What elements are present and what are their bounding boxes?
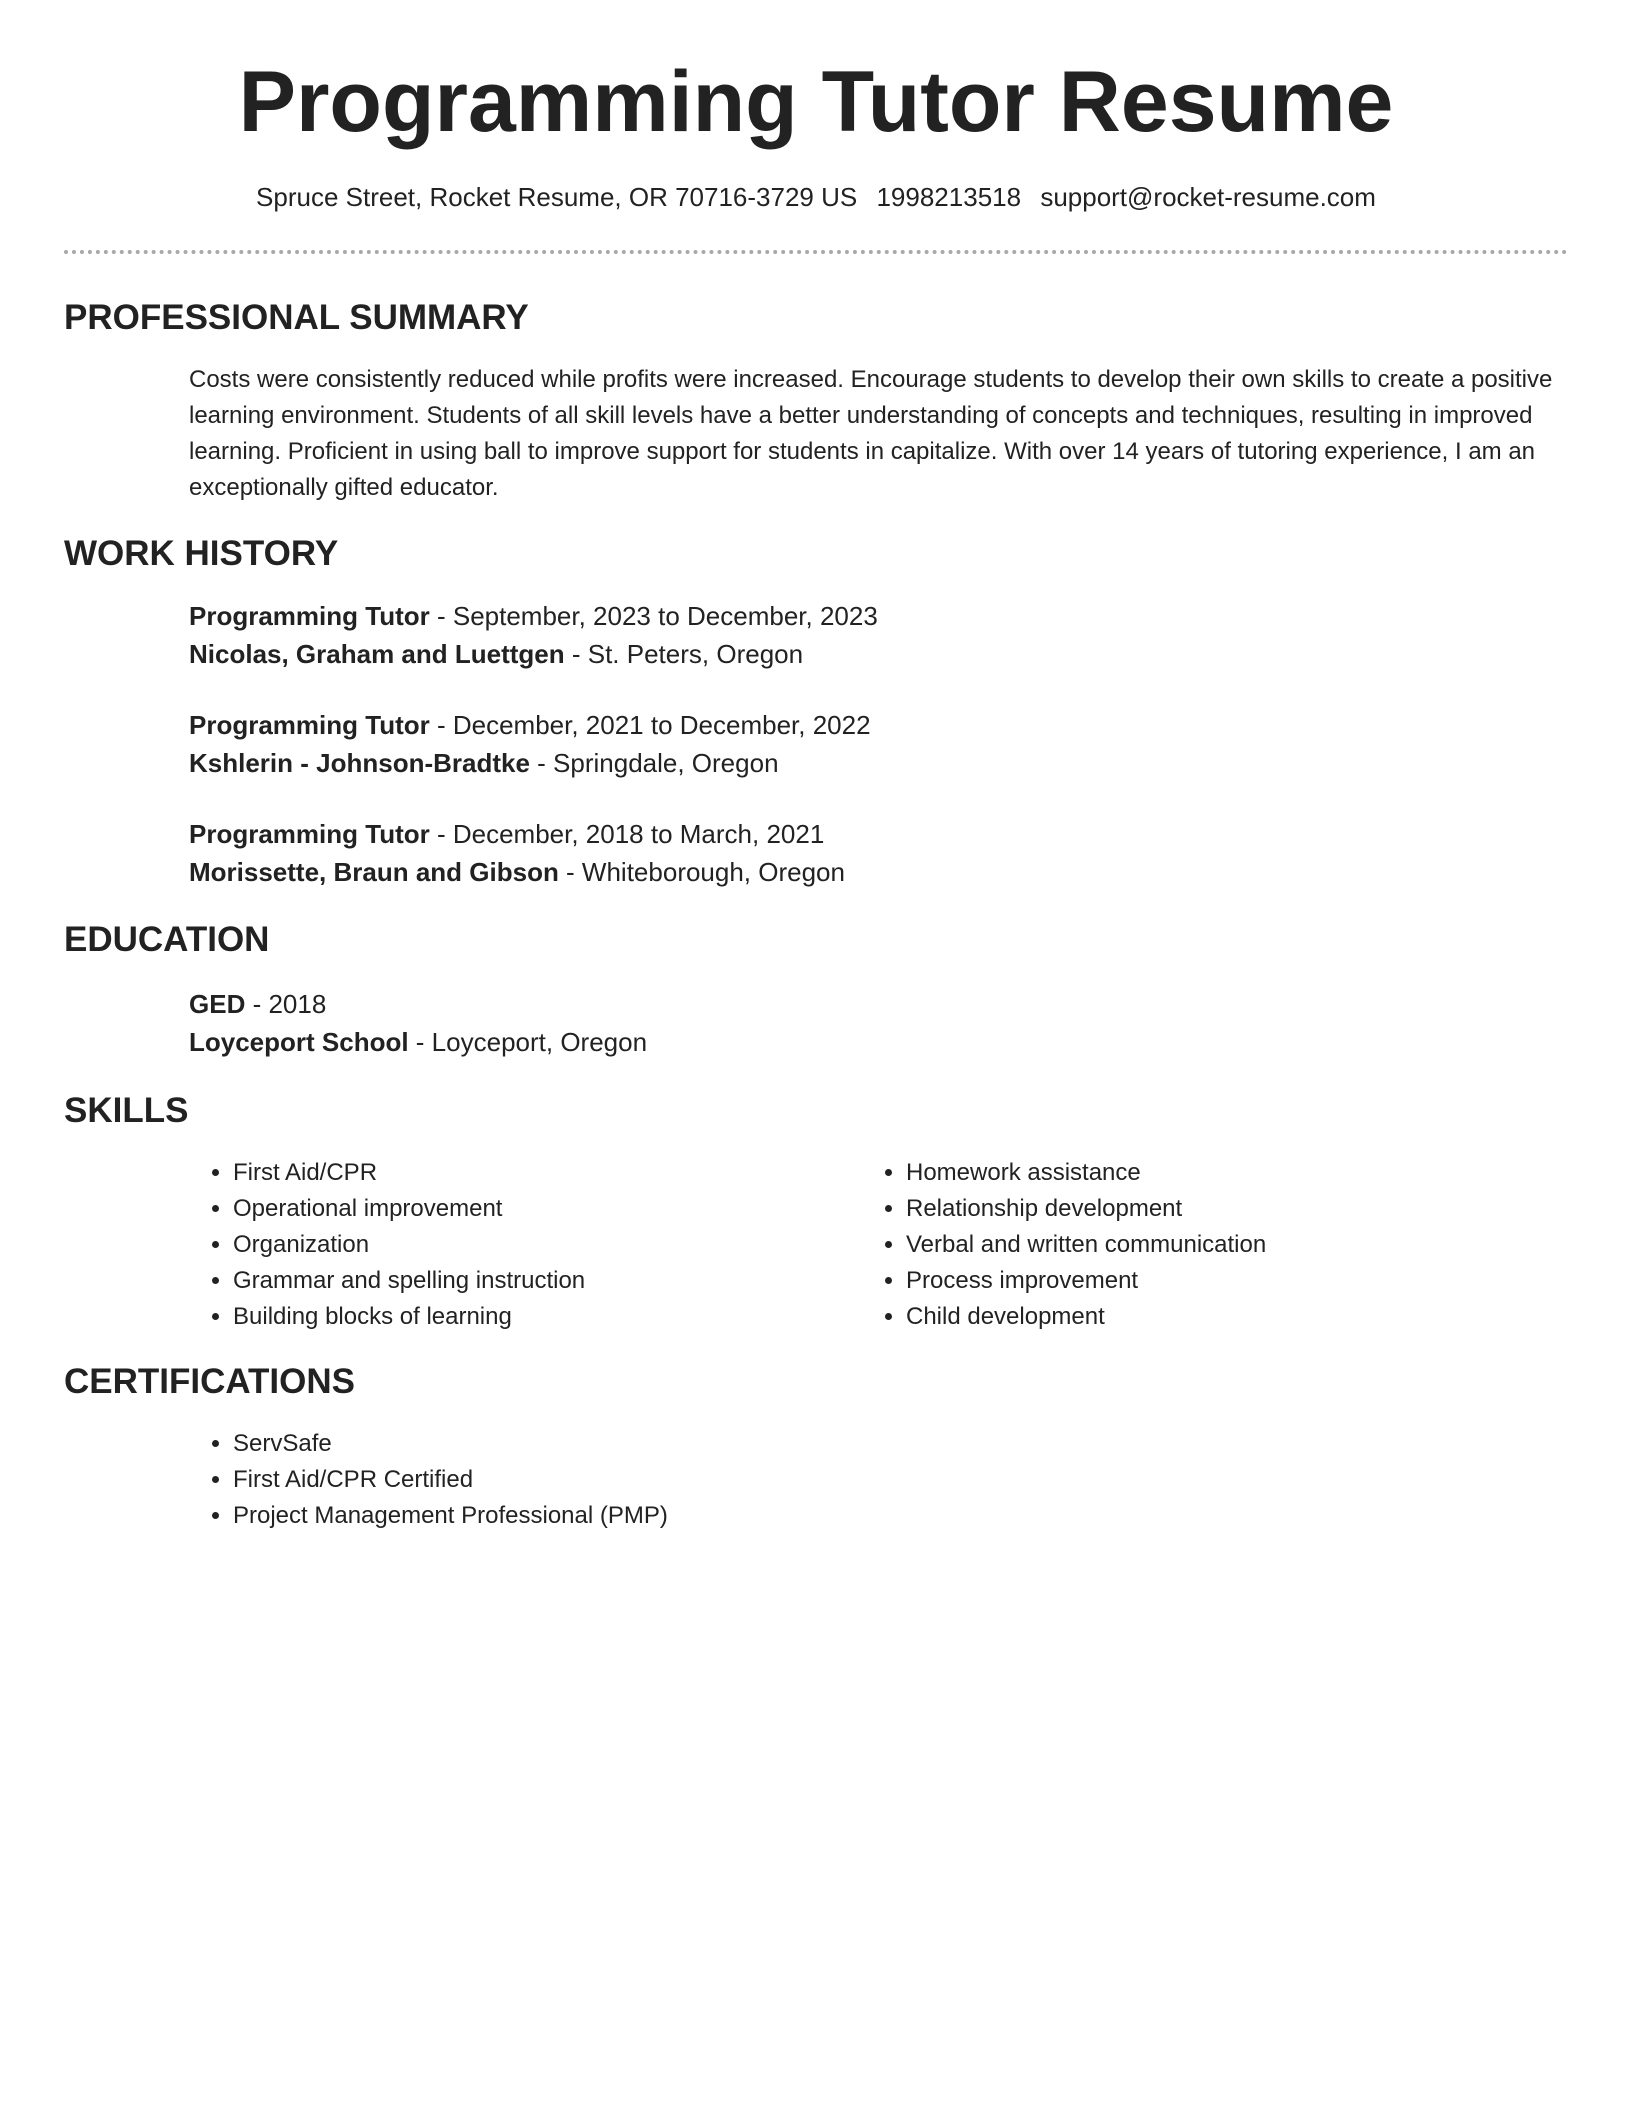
- skills-column-right: [862, 1155, 1562, 1335]
- job-location: - Whiteborough, Oregon: [558, 857, 845, 887]
- job-location: - Springdale, Oregon: [529, 748, 779, 778]
- job-entry: [189, 706, 1564, 782]
- degree-year: - 2018: [245, 989, 327, 1019]
- contact-line: [64, 180, 1568, 214]
- job-company-line: [189, 744, 1564, 782]
- job-title-line: [189, 815, 1564, 853]
- job-title: Programming Tutor: [189, 819, 430, 849]
- job-entry: [189, 815, 1564, 891]
- phone: 1998213518: [876, 182, 1022, 212]
- skill-item: • Organization: [233, 1227, 861, 1263]
- header-divider: [64, 250, 1568, 254]
- certifications-list: [189, 1426, 1564, 1534]
- work-history-heading: WORK HISTORY: [64, 534, 339, 573]
- school-location: - Loyceport, Oregon: [408, 1027, 648, 1057]
- skill-item: • Verbal and written communication: [906, 1227, 1562, 1263]
- job-title: Programming Tutor: [189, 601, 430, 631]
- skill-item: • First Aid/CPR: [233, 1155, 861, 1191]
- certifications-section: [189, 1426, 1564, 1534]
- job-dates: - September, 2023 to December, 2023: [429, 601, 878, 631]
- company-name: Nicolas, Graham and Luettgen: [189, 639, 565, 669]
- skill-item: • Grammar and spelling instruction: [233, 1263, 861, 1299]
- education-entry: [189, 985, 1564, 1061]
- skill-item: • Child development: [906, 1299, 1562, 1335]
- skill-item: • Relationship development: [906, 1191, 1562, 1227]
- skill-item: • Process improvement: [906, 1263, 1562, 1299]
- resume-title: Programming Tutor Resume: [238, 54, 1394, 150]
- skills-column-left: [189, 1155, 861, 1335]
- skills-list: [189, 1155, 861, 1335]
- job-title-line: [189, 597, 1564, 635]
- company-name: Morissette, Braun and Gibson: [189, 857, 559, 887]
- education-heading: EDUCATION: [64, 920, 270, 959]
- degree-line: [189, 985, 1564, 1023]
- skill-item: • Operational improvement: [233, 1191, 861, 1227]
- certifications-heading: CERTIFICATIONS: [64, 1362, 356, 1401]
- skills-heading: SKILLS: [64, 1091, 189, 1130]
- summary-text: Costs were consistently reduced while profits were increased. Encourage students to develop their own skills to create a positive learning environment. Students of all skill levels have a better understanding of concepts and techniques, resulting in improved learning. Proficient in using ball to improve support for students in capitalize. With over 14 years of tutoring experience, I am an exceptionally gifted educator.: [189, 366, 1553, 501]
- job-title: Programming Tutor: [189, 710, 430, 740]
- resume-page: [64, 0, 1568, 1529]
- skill-item: • Homework assistance: [906, 1155, 1562, 1191]
- school-name: Loyceport School: [189, 1027, 409, 1057]
- job-location: - St. Peters, Oregon: [564, 639, 804, 669]
- summary-section: [189, 362, 1564, 506]
- degree: GED: [189, 989, 246, 1019]
- job-dates: - December, 2021 to December, 2022: [429, 710, 871, 740]
- school-line: [189, 1023, 1564, 1061]
- job-title-line: [189, 706, 1564, 744]
- address: Spruce Street, Rocket Resume, OR 70716-3729 US: [256, 182, 858, 212]
- email: support@rocket-resume.com: [1040, 182, 1376, 212]
- certification-item: • ServSafe: [233, 1426, 1564, 1462]
- company-name: Kshlerin - Johnson-Bradtke: [189, 748, 530, 778]
- job-entry: [189, 597, 1564, 673]
- skills-list: [862, 1155, 1562, 1335]
- skill-item: • Building blocks of learning: [233, 1299, 861, 1335]
- certification-item: • Project Management Professional (PMP): [233, 1498, 1564, 1534]
- summary-heading: PROFESSIONAL SUMMARY: [64, 298, 529, 337]
- job-company-line: [189, 635, 1564, 673]
- certification-item: • First Aid/CPR Certified: [233, 1462, 1564, 1498]
- job-company-line: [189, 853, 1564, 891]
- job-dates: - December, 2018 to March, 2021: [429, 819, 825, 849]
